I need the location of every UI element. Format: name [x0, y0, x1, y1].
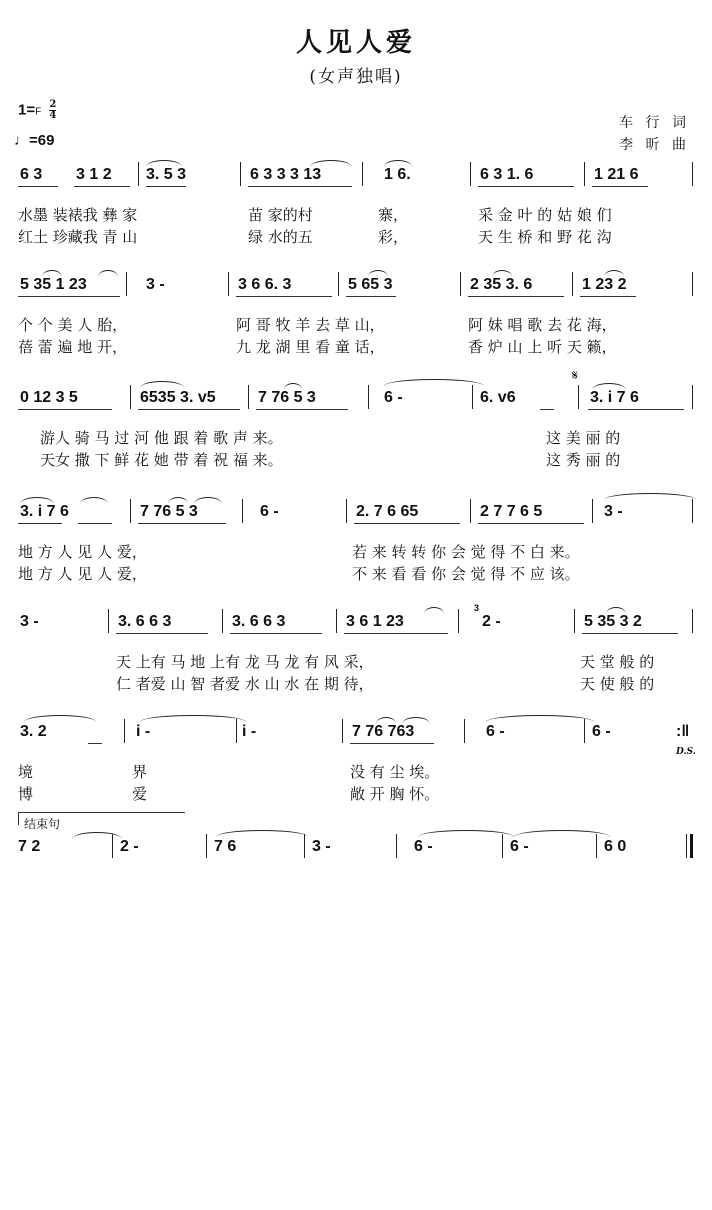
measure: 3 1 2	[76, 166, 112, 183]
underline	[146, 186, 186, 187]
lyric-verse1: 若 来 转 转 你 会 觉 得 不 白 来。	[352, 543, 580, 561]
measure: 6 -	[486, 723, 505, 740]
measure: 1 6.	[384, 166, 411, 183]
tempo-marking: ♩=69	[14, 132, 55, 149]
barline	[592, 499, 593, 523]
grace-note: 3	[474, 603, 480, 613]
slur	[402, 717, 430, 724]
barline	[574, 609, 575, 633]
lyric-verse2: 彩，	[378, 228, 409, 246]
measure: 3 -	[20, 613, 39, 630]
measure: 6535 3. v5	[140, 389, 216, 406]
measure: 3 -	[604, 503, 623, 520]
underline	[18, 409, 112, 410]
lyric-verse2: 爱	[132, 785, 148, 803]
measure: 6. v6	[480, 389, 516, 406]
barline	[396, 834, 397, 858]
coda-label: 结束句	[24, 817, 61, 831]
measure: 2 -	[482, 613, 501, 630]
underline	[468, 296, 564, 297]
time-top: 2	[49, 99, 57, 110]
measure: 6 3	[20, 166, 43, 183]
slur	[606, 607, 626, 614]
barline	[236, 719, 237, 743]
lyric-verse1: 苗 家的村	[248, 206, 313, 224]
measure: 3 -	[146, 276, 165, 293]
slur	[168, 497, 188, 504]
lyric-verse1: 天 堂 般 的	[580, 653, 655, 671]
time-signature	[49, 100, 56, 121]
measure: 3. 6 6 3	[232, 613, 286, 630]
underline	[88, 743, 102, 744]
underline	[230, 633, 322, 634]
notes-line	[0, 497, 712, 527]
lyric-verse1: 采 金 叶 的 姑 娘 们	[478, 206, 612, 224]
slur	[592, 383, 626, 390]
barline	[342, 719, 343, 743]
repeat-end-sign: :‖	[676, 723, 690, 740]
measure: 5 35 3 2	[584, 613, 642, 630]
measure: 6 3 1. 6	[480, 166, 534, 183]
underline	[588, 409, 684, 410]
lyric-verse1: 水墨 装裱我 彝 家	[18, 206, 138, 224]
underline	[478, 523, 584, 524]
lyric-verse2: 地 方 人 见 人 爱，	[18, 565, 147, 583]
lyric-verse1: 游人 骑 马 过 河 他 跟 着 歌 声 来。	[40, 429, 283, 447]
barline	[338, 272, 339, 296]
tie	[24, 715, 96, 722]
underline	[138, 409, 240, 410]
underline	[236, 296, 332, 297]
lyric-verse1: 天 上有 马 地 上有 龙 马 龙 有 风 采，	[116, 653, 374, 671]
lyric-verse2: 不 来 看 看 你 会 觉 得 不 应 该。	[352, 565, 580, 583]
slur	[604, 270, 624, 277]
underline	[248, 186, 352, 187]
barline	[458, 609, 459, 633]
notes-line	[0, 832, 712, 862]
measure: 6 3 3 3 13	[250, 166, 322, 183]
slur	[424, 607, 444, 614]
lyric-verse2: 蓓 蕾 遍 地 开，	[18, 338, 128, 356]
slur	[376, 717, 396, 724]
barline	[686, 834, 687, 858]
song-subtitle: (女声独唱)	[309, 67, 403, 87]
barline	[130, 499, 131, 523]
slur	[492, 270, 512, 277]
underline	[346, 296, 396, 297]
measure: 3 -	[312, 838, 331, 855]
measure: 5 65 3	[348, 276, 393, 293]
barline	[124, 719, 125, 743]
barline	[206, 834, 207, 858]
lyric-verse2: 博	[18, 785, 34, 803]
lyric-verse1: 这 美 丽 的	[546, 429, 621, 447]
underline	[354, 523, 460, 524]
lyric-verse1: 没 有 尘 埃。	[350, 763, 440, 781]
measure: 0 12 3 5	[20, 389, 78, 406]
slur	[310, 160, 352, 167]
underline	[78, 523, 112, 524]
measure: 1 21 6	[594, 166, 639, 183]
tie	[140, 715, 246, 722]
lyric-verse1: 阿 妹 唱 歌 去 花 海，	[468, 316, 617, 334]
lyric-verse2: 九 龙 湖 里 看 童 话，	[236, 338, 385, 356]
measure: 7 2	[18, 838, 41, 855]
barline	[222, 609, 223, 633]
measure: 7 76 763	[352, 723, 415, 740]
credits	[619, 112, 690, 156]
barline	[248, 385, 249, 409]
lyric-verse2: 绿 水的五	[248, 228, 313, 246]
measure: 2 35 3. 6	[470, 276, 533, 293]
underline	[18, 523, 62, 524]
measure: 7 6	[214, 838, 237, 855]
tie	[604, 493, 696, 500]
barline	[108, 609, 109, 633]
underline	[18, 186, 58, 187]
measure: 3 6 6. 3	[238, 276, 292, 293]
measure: 3. 6 6 3	[118, 613, 172, 630]
barline	[692, 272, 693, 296]
barline	[240, 162, 241, 186]
underline	[580, 296, 636, 297]
measure: 2 -	[120, 838, 139, 855]
notes-line	[0, 160, 712, 190]
barline	[460, 272, 461, 296]
underline	[582, 633, 678, 634]
slur	[80, 497, 108, 504]
measure: 7 76 5 3	[140, 503, 198, 520]
measure: 2 7 7 6 5	[480, 503, 543, 520]
barline	[596, 834, 597, 858]
measure: 3. 5 3	[146, 166, 187, 183]
segno-sign: 𝄋	[572, 367, 579, 383]
slur	[20, 497, 54, 504]
tie	[72, 832, 122, 839]
measure: 3. 2	[20, 723, 47, 740]
barline	[368, 385, 369, 409]
lyric-verse2: 仁 者爱 山 智 者爱 水 山 水 在 期 待，	[116, 675, 374, 693]
notes-line	[0, 717, 712, 757]
measure: 2. 7 6 65	[356, 503, 419, 520]
lyric-verse1: 寨，	[378, 206, 409, 224]
song-title: 人见人爱	[295, 28, 416, 58]
underline	[256, 409, 348, 410]
underline	[478, 186, 574, 187]
barline	[692, 499, 693, 523]
underline	[138, 523, 226, 524]
slur	[194, 497, 222, 504]
barline	[572, 272, 573, 296]
final-barline	[690, 834, 693, 858]
key-name: F	[35, 106, 42, 118]
lyric-verse2: 天女 撒 下 鲜 花 她 带 着 祝 福 来。	[40, 451, 283, 469]
barline	[692, 385, 693, 409]
underline	[18, 296, 120, 297]
barline	[130, 385, 131, 409]
lyric-verse2: 香 炉 山 上 听 天 籁，	[468, 338, 617, 356]
measure: 1 23 2	[582, 276, 627, 293]
lyric-verse2: 红土 珍藏我 青 山	[18, 228, 138, 246]
underline	[74, 186, 130, 187]
measure: i -	[242, 723, 257, 740]
measure: 5 35 1 23	[20, 276, 87, 293]
measure: 3 6 1 23	[346, 613, 404, 630]
barline	[336, 609, 337, 633]
measure: 3. i 7 6	[590, 389, 639, 406]
slur	[216, 830, 308, 837]
lyric-verse2: 天 生 桥 和 野 花 沟	[478, 228, 612, 246]
measure: 7 76 5 3	[258, 389, 316, 406]
barline	[242, 499, 243, 523]
slur	[146, 160, 182, 167]
lyric-verse1: 地 方 人 见 人 爱，	[18, 543, 147, 561]
barline	[346, 499, 347, 523]
composer: 李 昕 曲	[619, 137, 690, 153]
dal-segno-marking: D.S.	[676, 747, 696, 757]
barline	[304, 834, 305, 858]
tie	[384, 379, 484, 386]
measure: 3. i 7 6	[20, 503, 69, 520]
slur	[98, 270, 118, 277]
time-bottom: 4	[49, 110, 57, 121]
lyric-verse2: 敞 开 胸 怀。	[350, 785, 440, 803]
measure: 6 -	[384, 389, 403, 406]
slur	[368, 270, 388, 277]
underline	[116, 633, 208, 634]
barline	[692, 609, 693, 633]
measure: 6 -	[260, 503, 279, 520]
key-signature	[18, 100, 56, 121]
barline	[362, 162, 363, 186]
lyric-verse1: 个 个 美 人 胎，	[18, 316, 128, 334]
lyric-verse1: 界	[132, 763, 148, 781]
slur	[384, 160, 412, 167]
lyric-verse2: 天 使 般 的	[580, 675, 655, 693]
slur	[42, 270, 62, 277]
tie	[514, 830, 610, 837]
measure: 6 -	[510, 838, 529, 855]
barline	[464, 719, 465, 743]
barline	[126, 272, 127, 296]
lyric-verse1: 境	[18, 763, 34, 781]
barline	[578, 385, 579, 409]
slur	[284, 383, 302, 390]
lyric-verse1: 阿 哥 牧 羊 去 草 山，	[236, 316, 385, 334]
measure: 6 0	[604, 838, 627, 855]
slur	[140, 381, 184, 388]
barline	[470, 499, 471, 523]
tie	[486, 715, 594, 722]
lyricist: 车 行 词	[619, 115, 690, 131]
barline	[470, 162, 471, 186]
barline	[692, 162, 693, 186]
underline	[350, 743, 434, 744]
measure: 6 -	[592, 723, 611, 740]
barline	[502, 834, 503, 858]
measure: i -	[136, 723, 151, 740]
key-prefix: 1=	[18, 101, 36, 119]
barline	[228, 272, 229, 296]
notes-line	[0, 367, 712, 413]
tie	[418, 830, 514, 837]
underline	[540, 409, 554, 410]
underline	[592, 186, 648, 187]
barline	[472, 385, 473, 409]
measure: 6 -	[414, 838, 433, 855]
barline	[584, 719, 585, 743]
underline	[344, 633, 448, 634]
lyric-verse2: 这 秀 丽 的	[546, 451, 621, 469]
barline	[138, 162, 139, 186]
barline	[584, 162, 585, 186]
notes-line	[0, 270, 712, 300]
notes-line	[0, 603, 712, 637]
